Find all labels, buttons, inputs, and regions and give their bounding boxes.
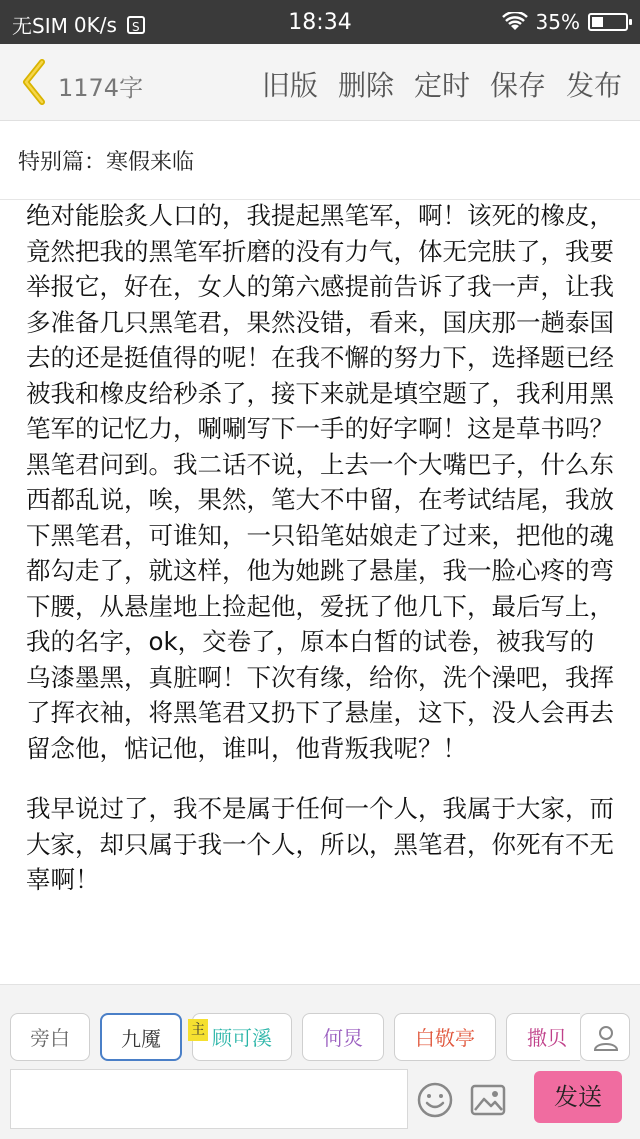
content-paragraph[interactable]: 我早说过了，我不是属于任何一个人，我属于大家，而大家，却只属于我一个人，所以，黑笔君，你死有不无辜啊！ xyxy=(26,794,614,894)
status-right xyxy=(502,10,628,34)
image-icon[interactable] xyxy=(470,1083,506,1117)
save-button[interactable]: 保存 xyxy=(489,69,546,102)
send-button[interactable]: 发送 xyxy=(534,1071,622,1123)
character-chip-hejiong[interactable]: 何炅 xyxy=(302,1013,384,1061)
character-chips xyxy=(10,1013,580,1063)
word-count: 1174字 xyxy=(58,74,144,102)
chevron-left-icon[interactable] xyxy=(18,58,50,106)
content-paragraph[interactable]: 绝对能脍炙人口的，我提起黑笔军，啊！该死的橡皮，竟然把我的黑笔军折磨的没有力气，体无完肤了，我要举报它，好在，女人的第六感提前告诉了我一声，让我多准备几只黑笔君，果然没错，看来，国庆那一趟泰国去的还是挺值得的呢！在我不懈的努力下，选择题已经被我和橡皮给秒杀了，接下来就是填空题了，我利用黑笔军的记忆力，唰唰写下一手的好字啊！这是草书吗？黑笔君问到。我二话不说，上去一个大嘴巴子，什么东西都乱说，唉，果然，笔大不中留，在考试结尾，我放下黑笔君，可谁知，一只铅笔姑娘走了过来，把他的魂都勾走了，就这样，他为她跳了悬崖，我一脸心疼的弯下腰，从悬崖地上捡起他，爱抚了他几下，最后写上，我的名字，ok，交卷了，原本白皙的试卷，被我写的乌漆墨黑，真脏啊！下次有缘，给你，洗个澡吧，我挥了挥衣袖，将黑笔君又扔下了悬崖，这下，没人会再去留念他，惦记他，谁叫，他背叛我呢？！ xyxy=(26,201,614,763)
battery-fill xyxy=(592,17,603,27)
battery-icon xyxy=(588,13,628,31)
carrier-text: 无SIM xyxy=(12,14,68,38)
battery-percent: 35% xyxy=(535,10,580,34)
message-input[interactable] xyxy=(10,1069,408,1129)
publish-button[interactable]: 发布 xyxy=(565,69,622,102)
status-time: 18:34 xyxy=(288,10,352,35)
chapter-title-bar[interactable] xyxy=(0,121,640,200)
status-bar xyxy=(0,0,640,44)
user-icon[interactable] xyxy=(580,1013,630,1061)
old-version-button[interactable]: 旧版 xyxy=(261,69,318,102)
sim-icon: S xyxy=(127,16,145,34)
editor-toolbar xyxy=(0,44,640,121)
wifi-icon xyxy=(502,12,528,32)
toolbar-actions xyxy=(262,64,622,104)
main-character-badge: 主 xyxy=(188,1019,208,1041)
net-speed-text: 0K/s xyxy=(73,12,117,37)
chapter-title[interactable]: 特别篇：寒假来临 xyxy=(18,150,195,175)
composer-panel xyxy=(0,984,640,1139)
character-chip-gukexi[interactable]: 顾可溪 xyxy=(192,1013,292,1061)
character-chip-jiuyan[interactable]: 九魇 xyxy=(100,1013,182,1061)
schedule-button[interactable]: 定时 xyxy=(413,69,470,102)
editor-content[interactable] xyxy=(26,198,616,898)
delete-button[interactable]: 删除 xyxy=(337,69,394,102)
emoji-icon[interactable] xyxy=(416,1081,454,1119)
character-chip-baijingting[interactable]: 白敬亭 xyxy=(394,1013,496,1061)
character-chip-sabei[interactable]: 撒贝 xyxy=(506,1013,580,1061)
character-chip-narrator[interactable]: 旁白 xyxy=(10,1013,90,1061)
